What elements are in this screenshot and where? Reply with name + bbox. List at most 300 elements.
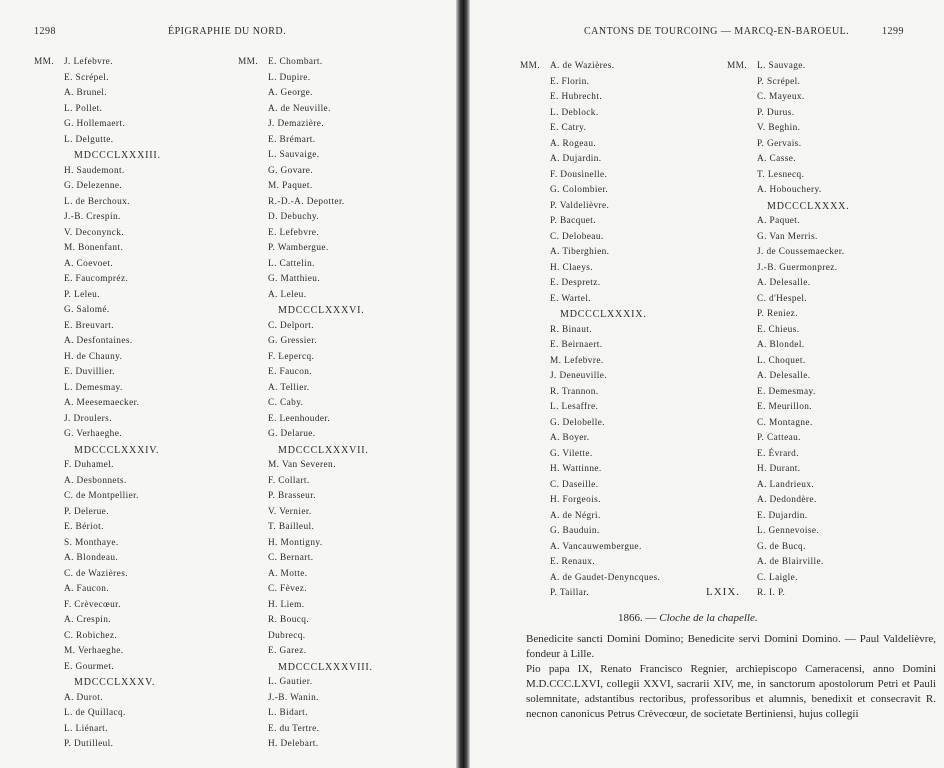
name-entry xyxy=(34,722,161,738)
name-text: C. Fèvez. xyxy=(268,584,307,594)
name-entry xyxy=(238,102,373,118)
name-text: L. Dupire. xyxy=(268,72,311,83)
name-text: D. Debuchy. xyxy=(268,212,320,222)
name-entry xyxy=(238,644,373,660)
name-entry xyxy=(34,706,161,722)
name-entry xyxy=(520,59,660,75)
name-entry xyxy=(520,75,660,91)
name-entry xyxy=(520,509,660,525)
name-text: T. Bailleul. xyxy=(268,522,315,532)
name-text: E. Chieus. xyxy=(757,324,800,335)
name-entry xyxy=(727,524,849,540)
name-entry xyxy=(520,183,660,199)
name-entry xyxy=(34,396,161,412)
name-entry xyxy=(238,598,373,614)
name-text: M. Verhaeghe. xyxy=(64,646,124,656)
name-entry xyxy=(34,613,161,629)
name-entry xyxy=(238,226,373,242)
name-entry xyxy=(34,226,161,242)
name-text: C. Delport. xyxy=(268,320,314,331)
name-text: A. Desbonnets. xyxy=(64,475,127,486)
name-text: L. Deblock. xyxy=(550,107,599,118)
name-text: L. Demesmay. xyxy=(64,382,123,393)
name-entry xyxy=(520,478,660,494)
name-entry xyxy=(520,462,660,478)
name-entry xyxy=(238,241,373,257)
name-text: A. Faucon. xyxy=(64,584,110,594)
name-text: E. Catry. xyxy=(550,123,587,133)
name-entry xyxy=(520,261,660,277)
name-text: E. Chombart. xyxy=(268,57,323,67)
name-text: E. Lefebvre. xyxy=(268,227,319,238)
name-entry xyxy=(238,551,373,567)
name-entry xyxy=(34,381,161,397)
name-entry xyxy=(34,55,161,71)
year-heading: MDCCCLXXXV. xyxy=(74,677,156,688)
name-entry xyxy=(727,106,849,122)
name-text: G. Salomé. xyxy=(64,305,110,315)
name-entry xyxy=(727,261,849,277)
name-entry xyxy=(238,381,373,397)
name-entry xyxy=(34,474,161,490)
name-entry xyxy=(34,427,161,443)
name-text: C. Delobeau. xyxy=(550,231,604,242)
name-text: E. Faucompréz. xyxy=(64,274,129,284)
right-running-title: CANTONS DE TOURCOING — MARCQ-EN-BAROEUL. xyxy=(584,26,850,37)
right-column-2 xyxy=(727,59,849,602)
name-text: A. Hobouchery. xyxy=(757,185,822,195)
name-text: L. Cattelin. xyxy=(268,258,315,269)
name-text: A. Paquet. xyxy=(757,216,800,226)
name-entry xyxy=(520,214,660,230)
name-text: R. Trannon. xyxy=(550,386,599,397)
name-text: A. Boyer. xyxy=(550,433,590,443)
name-text: R.-D.-A. Depotter. xyxy=(268,196,345,207)
right-page-number: 1299 xyxy=(882,26,904,37)
name-entry xyxy=(238,396,373,412)
name-text: R. Boucq. xyxy=(268,615,310,625)
name-text: A. Tiberghien. xyxy=(550,247,610,257)
name-entry xyxy=(520,121,660,137)
name-entry xyxy=(34,629,161,645)
name-text: A. de Négri. xyxy=(550,510,601,521)
name-text: G. de Bucq. xyxy=(757,541,806,552)
name-entry xyxy=(238,629,373,645)
name-entry xyxy=(238,117,373,133)
year-heading: MDCCCLXXXVI. xyxy=(278,305,365,316)
name-text: G. Hollemaert. xyxy=(64,119,126,129)
name-entry xyxy=(34,179,161,195)
name-text: L. Lesaffre. xyxy=(550,402,599,412)
name-text: L. Sauvaige. xyxy=(268,150,320,160)
name-entry xyxy=(238,319,373,335)
name-text: E. Gourmet. xyxy=(64,661,115,672)
name-text: P. Leleu. xyxy=(64,289,100,300)
mm-prefix: MM. xyxy=(520,61,541,71)
left-running-title: ÉPIGRAPHIE DU NORD. xyxy=(168,26,287,37)
left-column-1 xyxy=(34,55,161,753)
name-text: A. Coevoet. xyxy=(64,258,114,269)
name-entry xyxy=(727,555,849,571)
name-entry xyxy=(520,90,660,106)
name-entry xyxy=(238,164,373,180)
name-entry xyxy=(520,493,660,509)
year-heading: MDCCCLXXXX. xyxy=(767,200,850,212)
name-entry xyxy=(238,582,373,598)
name-text: E. du Tertre. xyxy=(268,723,320,734)
name-text: F. Duhamel. xyxy=(64,460,114,470)
name-text: V. Vernier. xyxy=(268,506,312,517)
name-text: G. Vilette. xyxy=(550,448,593,459)
name-text: A. Blondeau. xyxy=(64,553,119,563)
name-entry xyxy=(520,168,660,184)
name-text: M. Lefebvre. xyxy=(550,355,604,366)
name-text: C. Robichez. xyxy=(64,630,118,641)
name-text: P. Delerue. xyxy=(64,506,109,517)
name-entry xyxy=(238,520,373,536)
name-entry xyxy=(238,86,373,102)
name-text: J. Deneuville. xyxy=(550,371,607,381)
name-entry xyxy=(238,195,373,211)
name-entry xyxy=(34,164,161,180)
name-entry xyxy=(34,489,161,505)
name-text: A. Landrieux. xyxy=(757,479,815,490)
name-entry xyxy=(727,137,849,153)
name-text: H. Wattinne. xyxy=(550,464,602,474)
name-text: P. Gervais. xyxy=(757,138,802,149)
name-entry xyxy=(238,179,373,195)
name-text: C. de Wazières. xyxy=(64,568,128,579)
name-text: A. Casse. xyxy=(757,154,796,164)
name-text: C. Bernart. xyxy=(268,553,314,563)
section-number: LXIX. xyxy=(706,586,741,598)
name-text: E. Évrard. xyxy=(757,448,799,459)
name-entry xyxy=(34,86,161,102)
name-entry xyxy=(727,540,849,556)
name-entry xyxy=(34,737,161,753)
name-text: C. de Montpellier. xyxy=(64,491,139,501)
name-text: G. Delarue. xyxy=(268,429,316,439)
name-text: J.-B. Crespin. xyxy=(64,212,121,222)
name-text: M. Bonenfant. xyxy=(64,243,124,253)
name-entry xyxy=(727,75,849,91)
name-entry xyxy=(34,71,161,87)
name-text: H. de Chauny. xyxy=(64,351,123,362)
name-text: A. de Blairville. xyxy=(757,557,824,567)
name-entry xyxy=(34,520,161,536)
name-entry xyxy=(520,230,660,246)
name-text: A. Delesalle. xyxy=(757,278,811,288)
name-entry xyxy=(238,722,373,738)
name-entry xyxy=(238,350,373,366)
name-entry xyxy=(238,613,373,629)
name-entry xyxy=(727,168,849,184)
name-text: A. Crespin. xyxy=(64,615,112,625)
name-entry xyxy=(520,400,660,416)
name-entry xyxy=(727,385,849,401)
name-entry xyxy=(727,478,849,494)
mm-prefix: MM. xyxy=(34,57,55,67)
name-text: V. Deconynck. xyxy=(64,227,125,238)
name-entry xyxy=(520,586,660,602)
mm-prefix: MM. xyxy=(727,61,748,71)
name-entry xyxy=(727,292,849,308)
name-text: E. Breuvart. xyxy=(64,320,114,331)
name-entry xyxy=(727,571,849,587)
name-text: E. Beirnaert. xyxy=(550,340,603,350)
name-text: J. Demazière. xyxy=(268,119,325,129)
name-entry xyxy=(238,427,373,443)
name-entry xyxy=(238,365,373,381)
name-text: E. Bériot. xyxy=(64,522,104,532)
name-text: F. Dousinelle. xyxy=(550,169,608,180)
name-text: G. Verhaeghe. xyxy=(64,429,122,439)
name-text: A. Leleu. xyxy=(268,289,307,300)
name-entry xyxy=(34,691,161,707)
name-text: L. Pollet. xyxy=(64,103,103,114)
name-text: C. Laigle. xyxy=(757,572,798,583)
year-heading: MDCCCLXXXVII. xyxy=(278,444,369,456)
name-text: H. Saudemont. xyxy=(64,165,125,176)
name-text: G. Delezenne. xyxy=(64,181,123,191)
name-text: E. Leenhouder. xyxy=(268,413,331,424)
name-entry xyxy=(727,586,849,602)
name-text: J.-B. Guermonprez. xyxy=(757,262,838,273)
name-entry xyxy=(34,536,161,552)
name-entry xyxy=(727,462,849,478)
name-text: H. Durant. xyxy=(757,464,801,474)
name-entry xyxy=(34,365,161,381)
name-entry xyxy=(520,199,660,215)
name-entry xyxy=(727,493,849,509)
name-entry xyxy=(34,241,161,257)
name-text: F. Crèvecœur. xyxy=(64,599,121,610)
name-text: P. Reniez. xyxy=(757,309,798,319)
left-column-2 xyxy=(238,55,373,753)
year-heading: MDCCCLXXXVIII. xyxy=(278,661,373,673)
name-entry xyxy=(238,737,373,753)
name-entry xyxy=(520,338,660,354)
name-text: M. Van Severen. xyxy=(268,460,336,470)
name-text: S. Monthaye. xyxy=(64,537,119,548)
name-text: E. Faucon. xyxy=(268,367,313,377)
name-entry xyxy=(727,152,849,168)
name-text: C. Caby. xyxy=(268,398,304,408)
name-entry xyxy=(238,210,373,226)
name-entry xyxy=(34,644,161,660)
name-entry xyxy=(34,272,161,288)
name-entry xyxy=(520,447,660,463)
name-entry xyxy=(34,334,161,350)
name-text: H. Liem. xyxy=(268,599,305,610)
name-entry xyxy=(34,303,161,319)
name-text: P. Durus. xyxy=(757,107,795,118)
name-entry xyxy=(34,210,161,226)
name-text: L. Sauvage. xyxy=(757,61,806,71)
name-text: T. Lesnecq. xyxy=(757,169,805,180)
name-entry xyxy=(238,55,373,71)
name-entry xyxy=(727,245,849,261)
name-entry xyxy=(238,272,373,288)
name-entry xyxy=(727,447,849,463)
name-text: P. Brasseur. xyxy=(268,491,316,501)
name-text: E. Hubrecht. xyxy=(550,92,603,102)
name-text: H. Forgeois. xyxy=(550,495,601,505)
name-entry xyxy=(727,307,849,323)
name-entry xyxy=(727,431,849,447)
name-text: G. Bauduin. xyxy=(550,526,600,536)
name-text: A. Vancauwembergue. xyxy=(550,541,642,552)
name-text: A. de Gaudet-Denyncques. xyxy=(550,572,661,583)
name-text: A. Delesalle. xyxy=(757,371,811,381)
name-entry xyxy=(727,354,849,370)
name-entry xyxy=(34,133,161,149)
name-text: G. Gressier. xyxy=(268,336,317,346)
name-entry xyxy=(34,598,161,614)
name-entry xyxy=(520,540,660,556)
name-text: L. Delgutte. xyxy=(64,134,114,145)
name-entry xyxy=(238,288,373,304)
name-text: E. Scrépel. xyxy=(64,72,109,83)
name-text: A. Rogeau. xyxy=(550,138,597,149)
name-entry xyxy=(520,416,660,432)
name-text: E. Wartel. xyxy=(550,293,592,304)
name-text: A. Brunel. xyxy=(64,88,107,98)
name-entry xyxy=(520,571,660,587)
name-entry xyxy=(34,195,161,211)
mm-prefix: MM. xyxy=(238,57,259,67)
inscription-paragraph-1: Benedicite sancti Domini Domino; Benedicite servi Domini Domino. — Paul Valdelièvre, fondeur à Lille. xyxy=(526,633,936,660)
name-text: E. Meurillon. xyxy=(757,402,813,412)
name-entry xyxy=(238,334,373,350)
name-entry xyxy=(727,230,849,246)
name-entry xyxy=(727,323,849,339)
name-text: P. Bacquet. xyxy=(550,216,596,226)
name-text: A. Meesemaecker. xyxy=(64,398,140,408)
name-entry xyxy=(727,400,849,416)
name-entry xyxy=(727,369,849,385)
name-text: M. Paquet. xyxy=(268,181,313,191)
name-text: E. Renaux. xyxy=(550,557,596,567)
name-entry xyxy=(727,121,849,137)
inscription-caption xyxy=(618,612,758,624)
name-text: A. Tellier. xyxy=(268,382,310,393)
name-text: F. Collart. xyxy=(268,475,310,486)
name-entry xyxy=(520,276,660,292)
name-entry xyxy=(238,567,373,583)
name-entry xyxy=(520,245,660,261)
name-entry xyxy=(238,474,373,490)
name-text: L. de Quillacq. xyxy=(64,708,126,718)
inscription-text xyxy=(526,632,936,722)
name-text: G. Delobelle. xyxy=(550,417,606,428)
name-text: L. Gautier. xyxy=(268,677,313,687)
name-text: C. Daseille. xyxy=(550,479,599,490)
name-text: G. Matthieu. xyxy=(268,274,321,284)
name-text: J.-B. Wanin. xyxy=(268,692,319,703)
name-text: L. de Berchoux. xyxy=(64,196,130,207)
name-text: L. Choquet. xyxy=(757,355,806,366)
name-text: A. Durot. xyxy=(64,692,103,703)
name-entry xyxy=(238,257,373,273)
name-entry xyxy=(520,137,660,153)
name-entry xyxy=(238,489,373,505)
name-entry xyxy=(34,117,161,133)
name-text: H. Claeys. xyxy=(550,262,593,273)
name-entry xyxy=(34,319,161,335)
name-text: E. Despretz. xyxy=(550,278,601,288)
caption-year: 1866. xyxy=(618,612,643,624)
name-text: L. Liénart. xyxy=(64,723,108,734)
name-entry xyxy=(34,551,161,567)
name-text: Dubrecq. xyxy=(268,630,306,641)
name-entry xyxy=(34,505,161,521)
name-text: J. Droulers. xyxy=(64,413,112,424)
name-text: A. de Wazières. xyxy=(550,61,615,71)
left-page-number: 1298 xyxy=(34,26,56,37)
name-entry xyxy=(727,59,849,75)
name-entry xyxy=(520,323,660,339)
name-text: A. Blondel. xyxy=(757,340,805,350)
name-entry xyxy=(238,505,373,521)
book-gutter xyxy=(456,0,470,768)
name-entry xyxy=(238,133,373,149)
name-text: E. Florin. xyxy=(550,76,590,87)
name-text: A. Dedondère. xyxy=(757,495,817,505)
name-text: A. George. xyxy=(268,88,313,98)
name-text: J. Lefebvre. xyxy=(64,57,113,67)
name-entry xyxy=(238,675,373,691)
name-entry xyxy=(34,567,161,583)
name-entry xyxy=(520,292,660,308)
name-entry xyxy=(727,416,849,432)
name-entry xyxy=(34,257,161,273)
name-entry xyxy=(520,524,660,540)
name-text: G. Govare. xyxy=(268,165,314,176)
name-entry xyxy=(727,509,849,525)
name-entry xyxy=(238,458,373,474)
left-page xyxy=(0,0,458,768)
name-text: C. d'Hespel. xyxy=(757,293,808,304)
name-entry xyxy=(520,431,660,447)
name-text: A. Motte. xyxy=(268,568,308,579)
year-heading: MDCCCLXXXIV. xyxy=(74,444,160,456)
name-entry xyxy=(34,412,161,428)
name-entry xyxy=(727,214,849,230)
right-page xyxy=(470,0,944,768)
name-entry xyxy=(238,148,373,164)
name-text: R. I. P. xyxy=(757,588,786,598)
name-text: E. Dujardin. xyxy=(757,510,808,521)
name-entry xyxy=(727,276,849,292)
name-entry xyxy=(520,354,660,370)
name-text: R. Binaut. xyxy=(550,324,592,335)
year-heading: MDCCCLXXXIX. xyxy=(560,309,647,320)
name-entry xyxy=(238,706,373,722)
name-text: E. Garez. xyxy=(268,646,307,656)
name-text: L. Gennevoise. xyxy=(757,526,820,536)
name-text: E. Brémart. xyxy=(268,134,316,145)
name-entry xyxy=(520,106,660,122)
name-entry xyxy=(727,338,849,354)
name-entry xyxy=(520,369,660,385)
name-entry xyxy=(727,90,849,106)
name-entry xyxy=(238,691,373,707)
name-entry xyxy=(34,660,161,676)
name-text: A. Desfontaines. xyxy=(64,336,133,346)
name-text: A. de Neuville. xyxy=(268,103,331,114)
name-entry xyxy=(520,152,660,168)
